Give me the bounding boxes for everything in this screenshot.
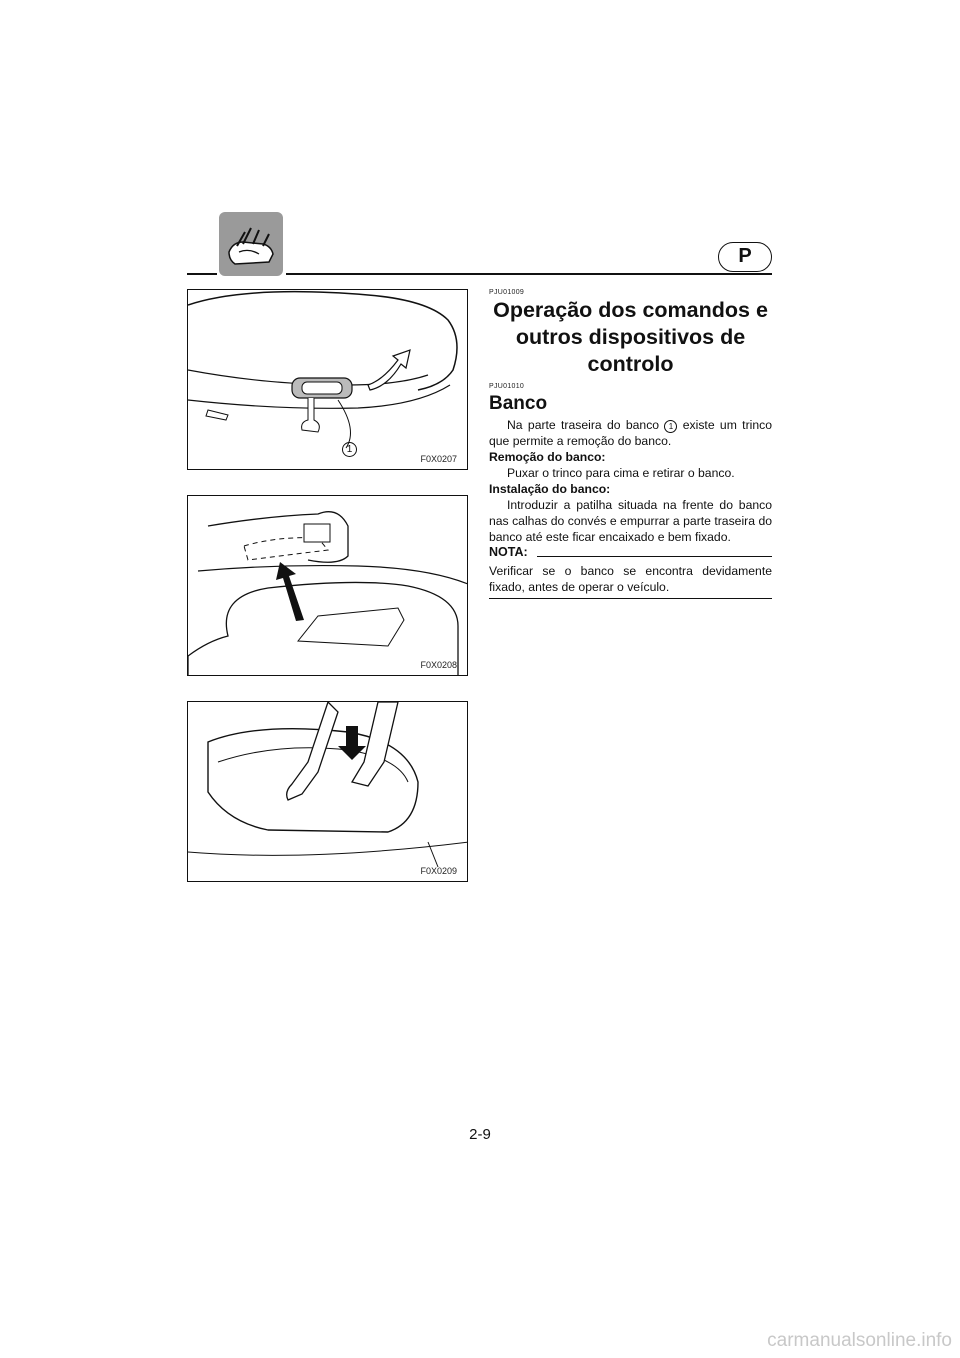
seat-removal-arrow-illustration <box>188 496 468 676</box>
callout-marker: 1 <box>664 420 677 433</box>
watermark: carmanualsonline.info <box>767 1330 952 1351</box>
note-end-rule <box>489 598 772 599</box>
install-heading: Instalação do banco: <box>489 482 611 496</box>
note-text: Verificar se o banco se encontra devidamente fixado, antes de operar o veículo. <box>489 564 772 594</box>
header-rule-right <box>286 273 772 275</box>
seat-installation-press-illustration <box>188 702 468 882</box>
section-code: PJU01009 <box>489 289 525 296</box>
intro-text: Na parte traseira do banco <box>507 418 665 432</box>
language-badge: P <box>718 242 772 272</box>
install-text: Introduzir a patilha situada na frente do banco nas calhas do convés e empurrar a parte traseira do banco até este ficar encaixado e bem fixado. <box>489 498 772 544</box>
removal-text: Puxar o trinco para cima e retirar o banco. <box>507 466 735 480</box>
page-number: 2-9 <box>469 1126 491 1143</box>
note-label: NOTA: <box>489 545 528 559</box>
removal-heading: Remoção do banco: <box>489 450 606 464</box>
intro-paragraph <box>489 417 772 449</box>
note-header <box>489 545 772 559</box>
section-title <box>489 297 772 378</box>
subsection-code: PJU01010 <box>489 383 525 390</box>
subsection-title: Banco <box>489 393 548 414</box>
seat-latch-release-illustration <box>188 290 468 470</box>
figure-code: F0X0207 <box>420 454 457 464</box>
intro-text-cont: existe um trinco que permite a remoção do banco. <box>489 418 772 448</box>
figure-seat-removal <box>187 495 468 676</box>
section-title-line: outros dispositivos de <box>515 325 746 349</box>
figure-seat-installation <box>187 701 468 882</box>
header-rule-left <box>187 273 217 275</box>
callout-1: 1 <box>342 442 357 457</box>
figure-code: F0X0209 <box>420 866 457 876</box>
figure-code: F0X0208 <box>420 660 457 670</box>
watercraft-controls-icon <box>219 212 283 276</box>
section-title-line: Operação dos comandos e <box>493 298 768 322</box>
note-rule <box>537 556 772 557</box>
section-title-line: controlo <box>587 352 674 376</box>
figure-seat-latch <box>187 289 468 470</box>
